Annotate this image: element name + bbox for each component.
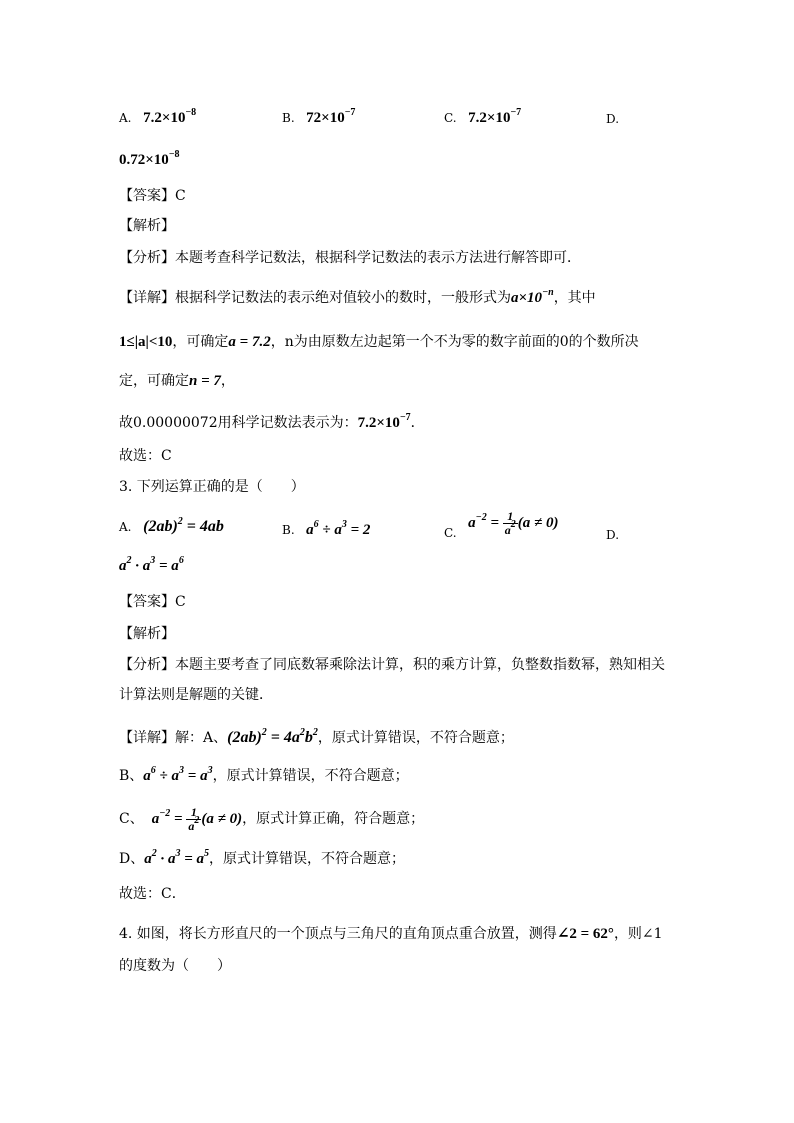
q2-option-d: [606, 112, 626, 127]
q3-option-b: B. $a^6 \div a^3 = 2$: [282, 519, 371, 538]
q3-option-d-label: D.: [606, 528, 620, 542]
q2-option-c-label: C.: [444, 111, 457, 125]
q2-option-b-expr: $72\times 10^{-7}$: [306, 107, 356, 126]
q2-option-d-label: D.: [606, 112, 620, 126]
q3-xiangjie-d: D、$a^2 \cdot a^3 = a^5$，原式计算错误，不符合题意；: [119, 848, 406, 867]
q3-fenxi-2: 计算法则是解题的关键．: [119, 687, 273, 703]
q2-option-c: [444, 107, 522, 127]
q3-question: 3. 下列运算正确的是（ ）: [119, 479, 305, 495]
q3-option-a: A. $(2ab)^2 = 4ab$: [119, 516, 224, 535]
q3-xiangjie-a: 【详解】解：A、$(2ab)^2 = 4a^2b^2$，原式计算错误，不符合题意；: [119, 727, 514, 746]
q2-xiangjie-line2: 1≤|a|<10，可确定a = 7.2，n为由原数左边起第一个不为零的数字前面的0的个数所决: [119, 334, 639, 350]
q2-answer: 【答案】C: [119, 188, 186, 204]
q4-question-line2: 的度数为（ ）: [119, 958, 231, 974]
q3-option-a-label: A.: [119, 520, 132, 534]
q2-conclusion: 故0.00000072用科学记数法表示为：$7.2\times 10^{-7}$．: [119, 412, 425, 431]
q3-final-choice: 故选：C．: [119, 886, 186, 902]
q2-fenxi: 【分析】本题考查科学记数法，根据科学记数法的表示方法进行解答即可．: [119, 250, 581, 266]
q4-question-line1: 4. 如图，将长方形直尺的一个顶点与三角尺的直角顶点重合放置，测得∠2 = 62°，则∠1: [119, 926, 663, 942]
q2-xiangjie-line3: 定，可确定n = 7，: [119, 373, 235, 389]
q3-xiangjie-b: B、$a^6 \div a^3 = a^3$，原式计算错误，不符合题意；: [119, 765, 409, 784]
q3-answer: 【答案】C: [119, 594, 186, 610]
q3-option-c: C. $a^{-2}$ = $\frac{1}{a^2}$ (a ≠ 0): [444, 509, 559, 540]
q2-analysis-header: 【解析】: [119, 218, 175, 234]
q3-option-c-label: C.: [444, 525, 457, 540]
q3-option-d-expr: $a^2 \cdot a^3 = a^6$: [119, 555, 184, 574]
q2-final-choice: 故选：C: [119, 448, 172, 464]
q2-option-b-label: B.: [282, 111, 295, 125]
q3-option-b-label: B.: [282, 523, 295, 537]
q3-fenxi-1: 【分析】本题主要考查了同底数幂乘除法计算，积的乘方计算，负整数指数幂，熟知相关: [119, 657, 665, 673]
q2-option-a: [119, 107, 197, 127]
q2-option-a-expr: $7.2\times 10^{-8}$: [143, 107, 197, 126]
q2-xiangjie-line1: 【详解】根据科学记数法的表示绝对值较小的数时，一般形式为$a\times 10^{-n}$，其中: [119, 287, 596, 306]
q2-option-a-label: A.: [119, 111, 132, 125]
q3-option-d: [606, 528, 626, 543]
q2-option-c-expr: $7.2\times 10^{-7}$: [468, 107, 522, 126]
q2-option-d-expr: $0.72\times 10^{-8}$: [119, 149, 180, 168]
q2-option-b: [282, 107, 356, 127]
q3-analysis-header: 【解析】: [119, 626, 175, 642]
q3-xiangjie-c: C、 $a^{-2}$ = $\frac{1}{a^2}$ (a ≠ 0)，原式计算正确，符合题意；: [119, 805, 425, 833]
